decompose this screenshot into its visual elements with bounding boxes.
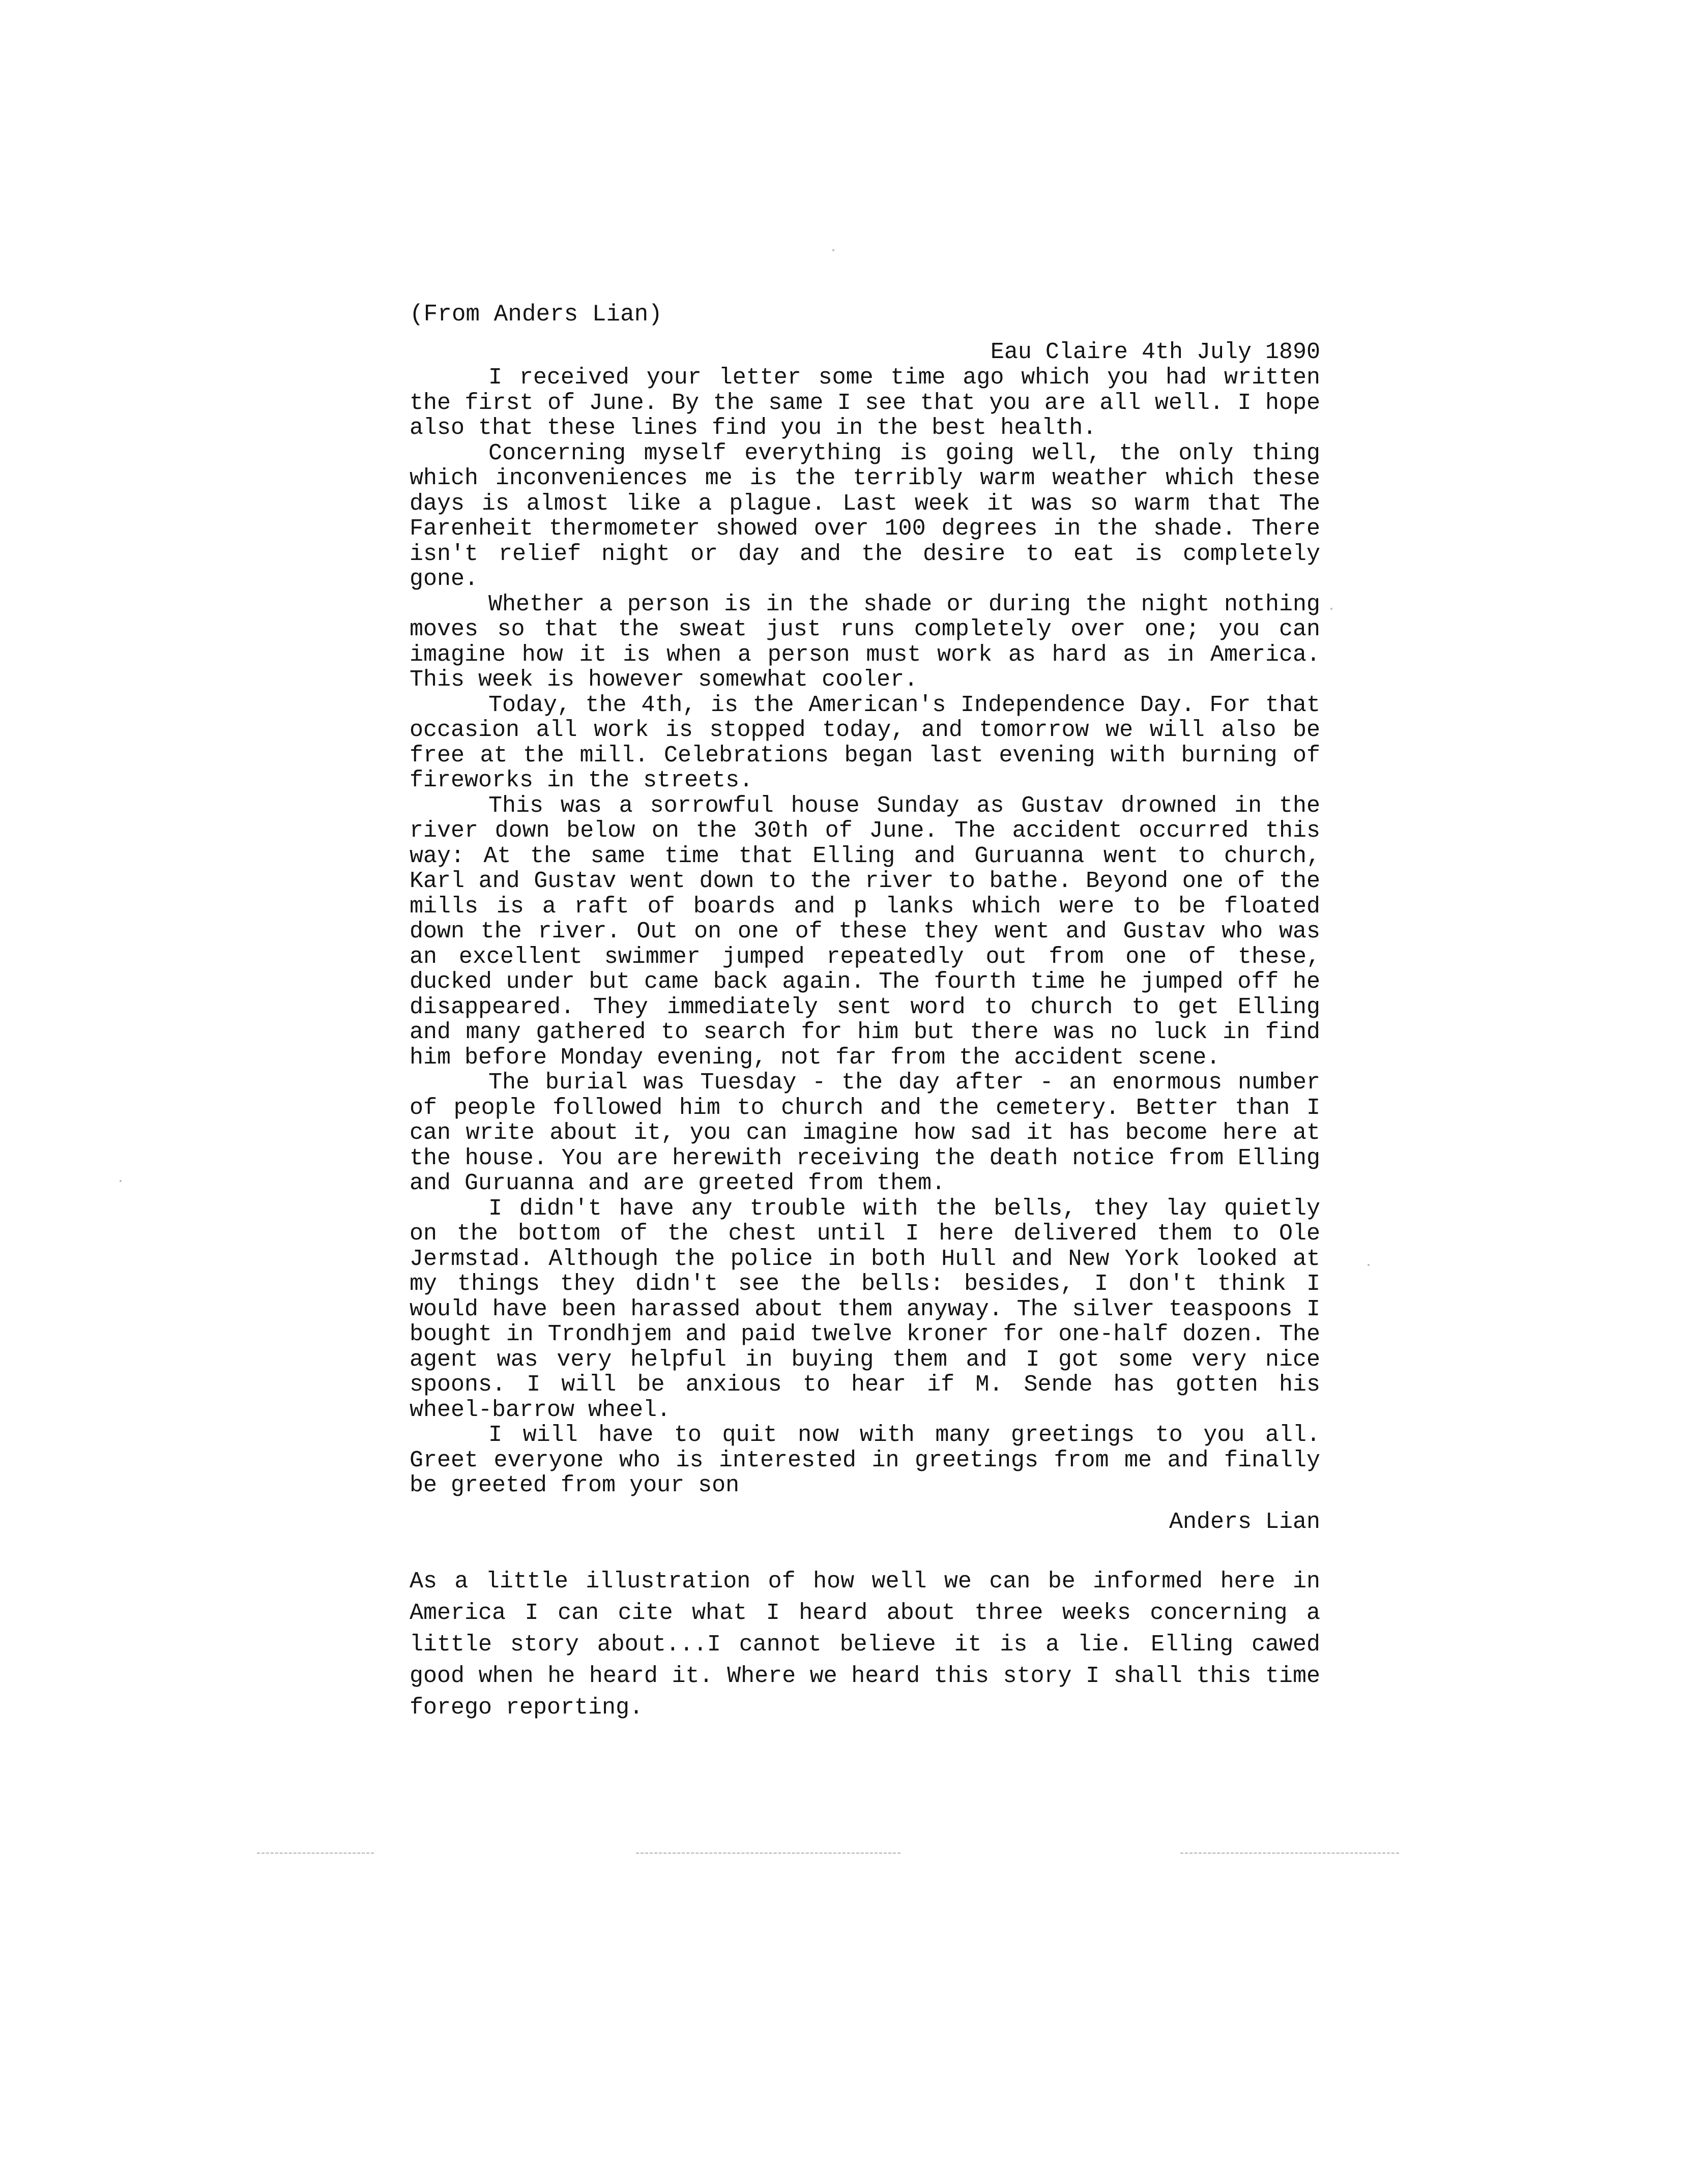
scan-rule-left	[257, 1852, 374, 1854]
paragraph-8: I will have to quit now with many greetings to you all. Greet everyone who is interested in greetings from me and finally be greeted from your son	[410, 1422, 1320, 1498]
paragraph-7: I didn't have any trouble with the bells, they lay quietly on the bottom of the chest until I here delivered them to Ole Jermstad. Although the police in both Hull and New York looked at my things they didn't see the bells: besides, I don't think I would have been harassed about them anyway. The silver teaspoons I bought in Trondhjem and paid twelve kroner for one-half dozen. The agent was very helpful in buying them and I got some very nice spoons. I will be anxious to hear if M. Sende has gotten his wheel-barrow wheel.	[410, 1195, 1320, 1423]
paragraph-3: Whether a person is in the shade or during the night nothing moves so that the sweat just runs completely over one; you can imagine how it is when a person must work as hard as in America. This week is however somewhat cooler.	[410, 591, 1320, 693]
scan-speck	[832, 249, 834, 251]
paragraph-2: Concerning myself everything is going well, the only thing which inconveniences me is the terribly warm weather which these days is almost like a plague. Last week it was so warm that The Farenheit thermometer showed over 100 degrees in the shade. There isn't relief night or day and the desire to eat is completely gone.	[410, 440, 1320, 592]
paragraph-1: I received your letter some time ago which you had written the first of June. By the same I see that you are all well. I hope also that these lines find you in the best health.	[410, 365, 1320, 441]
letter-heading: (From Anders Lian)	[410, 301, 662, 328]
paragraph-5: This was a sorrowful house Sunday as Gustav drowned in the river down below on the 30th of June. The accident occurred this way: At the same time that Elling and Guruanna went to church, Karl and Gustav went down to the river to bathe. Beyond one of the mills is a raft of boards and p lanks which were to be floated down the river. Out on one of these they went and Gustav who was an excellent swimmer jumped repeatedly out from one of these, ducked under but came back again. The fourth time he jumped off he disappeared. They immediately sent word to church to get Elling and many gathered to search for him but there was no luck in find him before Monday evening, not far from the accident scene.	[410, 792, 1320, 1071]
letter-dateline: Eau Claire 4th July 1890	[990, 339, 1320, 365]
scan-rule-right	[1180, 1852, 1399, 1854]
letter-signature: Anders Lian	[1169, 1509, 1320, 1535]
letter-postscript: As a little illustration of how well we can be informed here in America I can cite what I heard about three weeks concerning a little story about...I cannot believe it is a lie. Elling cawed good when he heard it. Where we heard this story I shall this time forego reporting.	[410, 1569, 1320, 1721]
letter-body	[410, 300, 1320, 1724]
scan-rule-center	[636, 1852, 900, 1854]
scan-speck	[120, 1180, 122, 1182]
paragraph-4: Today, the 4th, is the American's Independence Day. For that occasion all work is stopped today, and tomorrow we will also be free at the mill. Celebrations began last evening with burning of fireworks in the streets.	[410, 692, 1320, 793]
scan-speck	[1330, 608, 1332, 610]
paragraph-6: The burial was Tuesday - the day after - an enormous number of people followed him to church and the cemetery. Better than I can write about it, you can imagine how sad it has become here at the house. You are herewith receiving the death notice from Elling and Guruanna and are greeted from them.	[410, 1070, 1320, 1196]
scan-speck	[1368, 1264, 1370, 1266]
